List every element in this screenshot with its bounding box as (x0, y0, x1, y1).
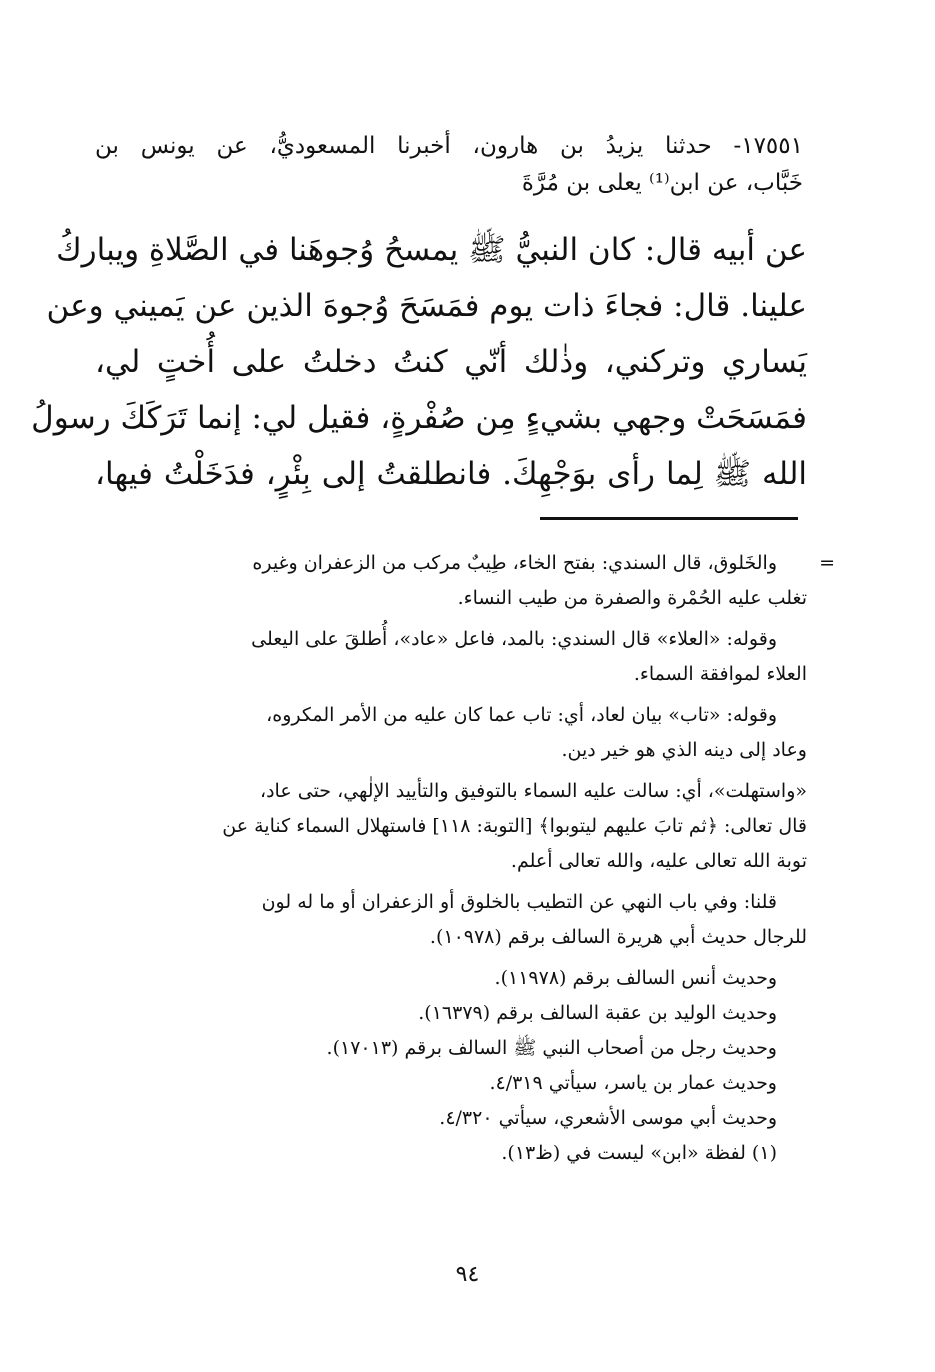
footnote-line: قال تعالى: ﴿ثم تابَ عليهم ليتوبوا﴾ [التوبة: ١١٨] فاستهلال السماء كناية عن (222, 815, 807, 837)
footnote-paragraph (95, 698, 807, 768)
footnote-line: تغلب عليه الحُمْرة والصفرة من طيب النساء. (457, 587, 807, 609)
footnote-line: وقوله: «العلاء» قال السندي: بالمد، فاعل «عاد»، أُطلقَ على اليعلى (251, 628, 777, 650)
hadith-header-line: ١٧٥٥١- حدثنا يزيدُ بن هارون، أخبرنا المسعوديُّ، عن يونس بن (95, 133, 803, 159)
reference-line: وحديث أبي موسى الأشعري، سيأتي ٤/٣٢٠. (439, 1107, 777, 1129)
reference-line: وحديث أنس السالف برقم (١١٩٧٨). (494, 967, 777, 989)
hadith-body-line: يَساري وتركني، وذٰلك أنّي كنتُ دخلتُ على أُختٍ لي، (95, 344, 807, 380)
footnote-line: للرجال حديث أبي هريرة السالف برقم (١٠٩٧٨). (429, 926, 807, 948)
footnote-line: قلنا: وفي باب النهي عن التطيب بالخلوق أو الزعفران أو ما له لون (261, 891, 777, 913)
hadith-body (31, 222, 807, 502)
footnote-paragraph (95, 622, 807, 692)
footnote-references (95, 961, 807, 1171)
reference-line: وحديث الوليد بن عقبة السالف برقم (١٦٣٧٩). (418, 1002, 777, 1024)
hadith-header (95, 128, 803, 202)
footnote-line: «واستهلت»، أي: سالت عليه السماء بالتوفيق والتأييد الإلٰهي، حتى عاد، (259, 780, 807, 802)
reference-line: وحديث عمار بن ياسر، سيأتي ٤/٣١٩. (489, 1072, 777, 1094)
footnote-line: وقوله: «تاب» بيان لعاد، أي: تاب عما كان عليه من الأمر المكروه، (266, 704, 777, 726)
continuation-mark: = (819, 552, 835, 574)
footnote-paragraph (95, 546, 835, 616)
footnotes (95, 546, 835, 1177)
hadith-body-line: الله ﷺ لِما رأى بوَجْهِكَ. فانطلقتُ إلى بِئْرٍ، فدَخَلْتُ فيها، (95, 456, 807, 492)
hadith-header-line: خَبَّاب، عن ابن⁽¹⁾ يعلى بن مُرَّةَ (521, 170, 803, 196)
hadith-body-line: علينا. قال: فجاءَ ذات يوم فمَسَحَ وُجوهَ الذين عن يَميني وعن (46, 288, 807, 324)
reference-line: وحديث رجل من أصحاب النبي ﷺ السالف برقم (١٧٠١٣). (326, 1037, 777, 1059)
footnote-separator (540, 517, 798, 520)
footnote-line: توبة الله تعالى عليه، والله تعالى أعلم. (510, 850, 807, 872)
hadith-body-line: عن أبيه قال: كان النبيُّ ﷺ يمسحُ وُجوهَنا في الصَّلاةِ ويباركُ (56, 232, 807, 268)
footnote-line: والخَلوق، قال السندي: بفتح الخاء، طِيبٌ مركب من الزعفران وغيره (252, 552, 777, 574)
footnote-paragraph (95, 774, 807, 879)
footnote-line: وعاد إلى دينه الذي هو خير دين. (561, 739, 807, 761)
footnote-1: (١) لفظة «ابن» ليست في (ظ١٣). (501, 1142, 777, 1164)
hadith-body-line: فمَسَحَتْ وجهي بشيءٍ مِن صُفْرةٍ، فقيل لي: إنما تَرَكَكَ رسولُ (31, 400, 807, 436)
footnote-line: العلاء لموافقة السماء. (633, 663, 807, 685)
page-number: ٩٤ (455, 1262, 480, 1287)
footnote-paragraph (95, 885, 807, 955)
